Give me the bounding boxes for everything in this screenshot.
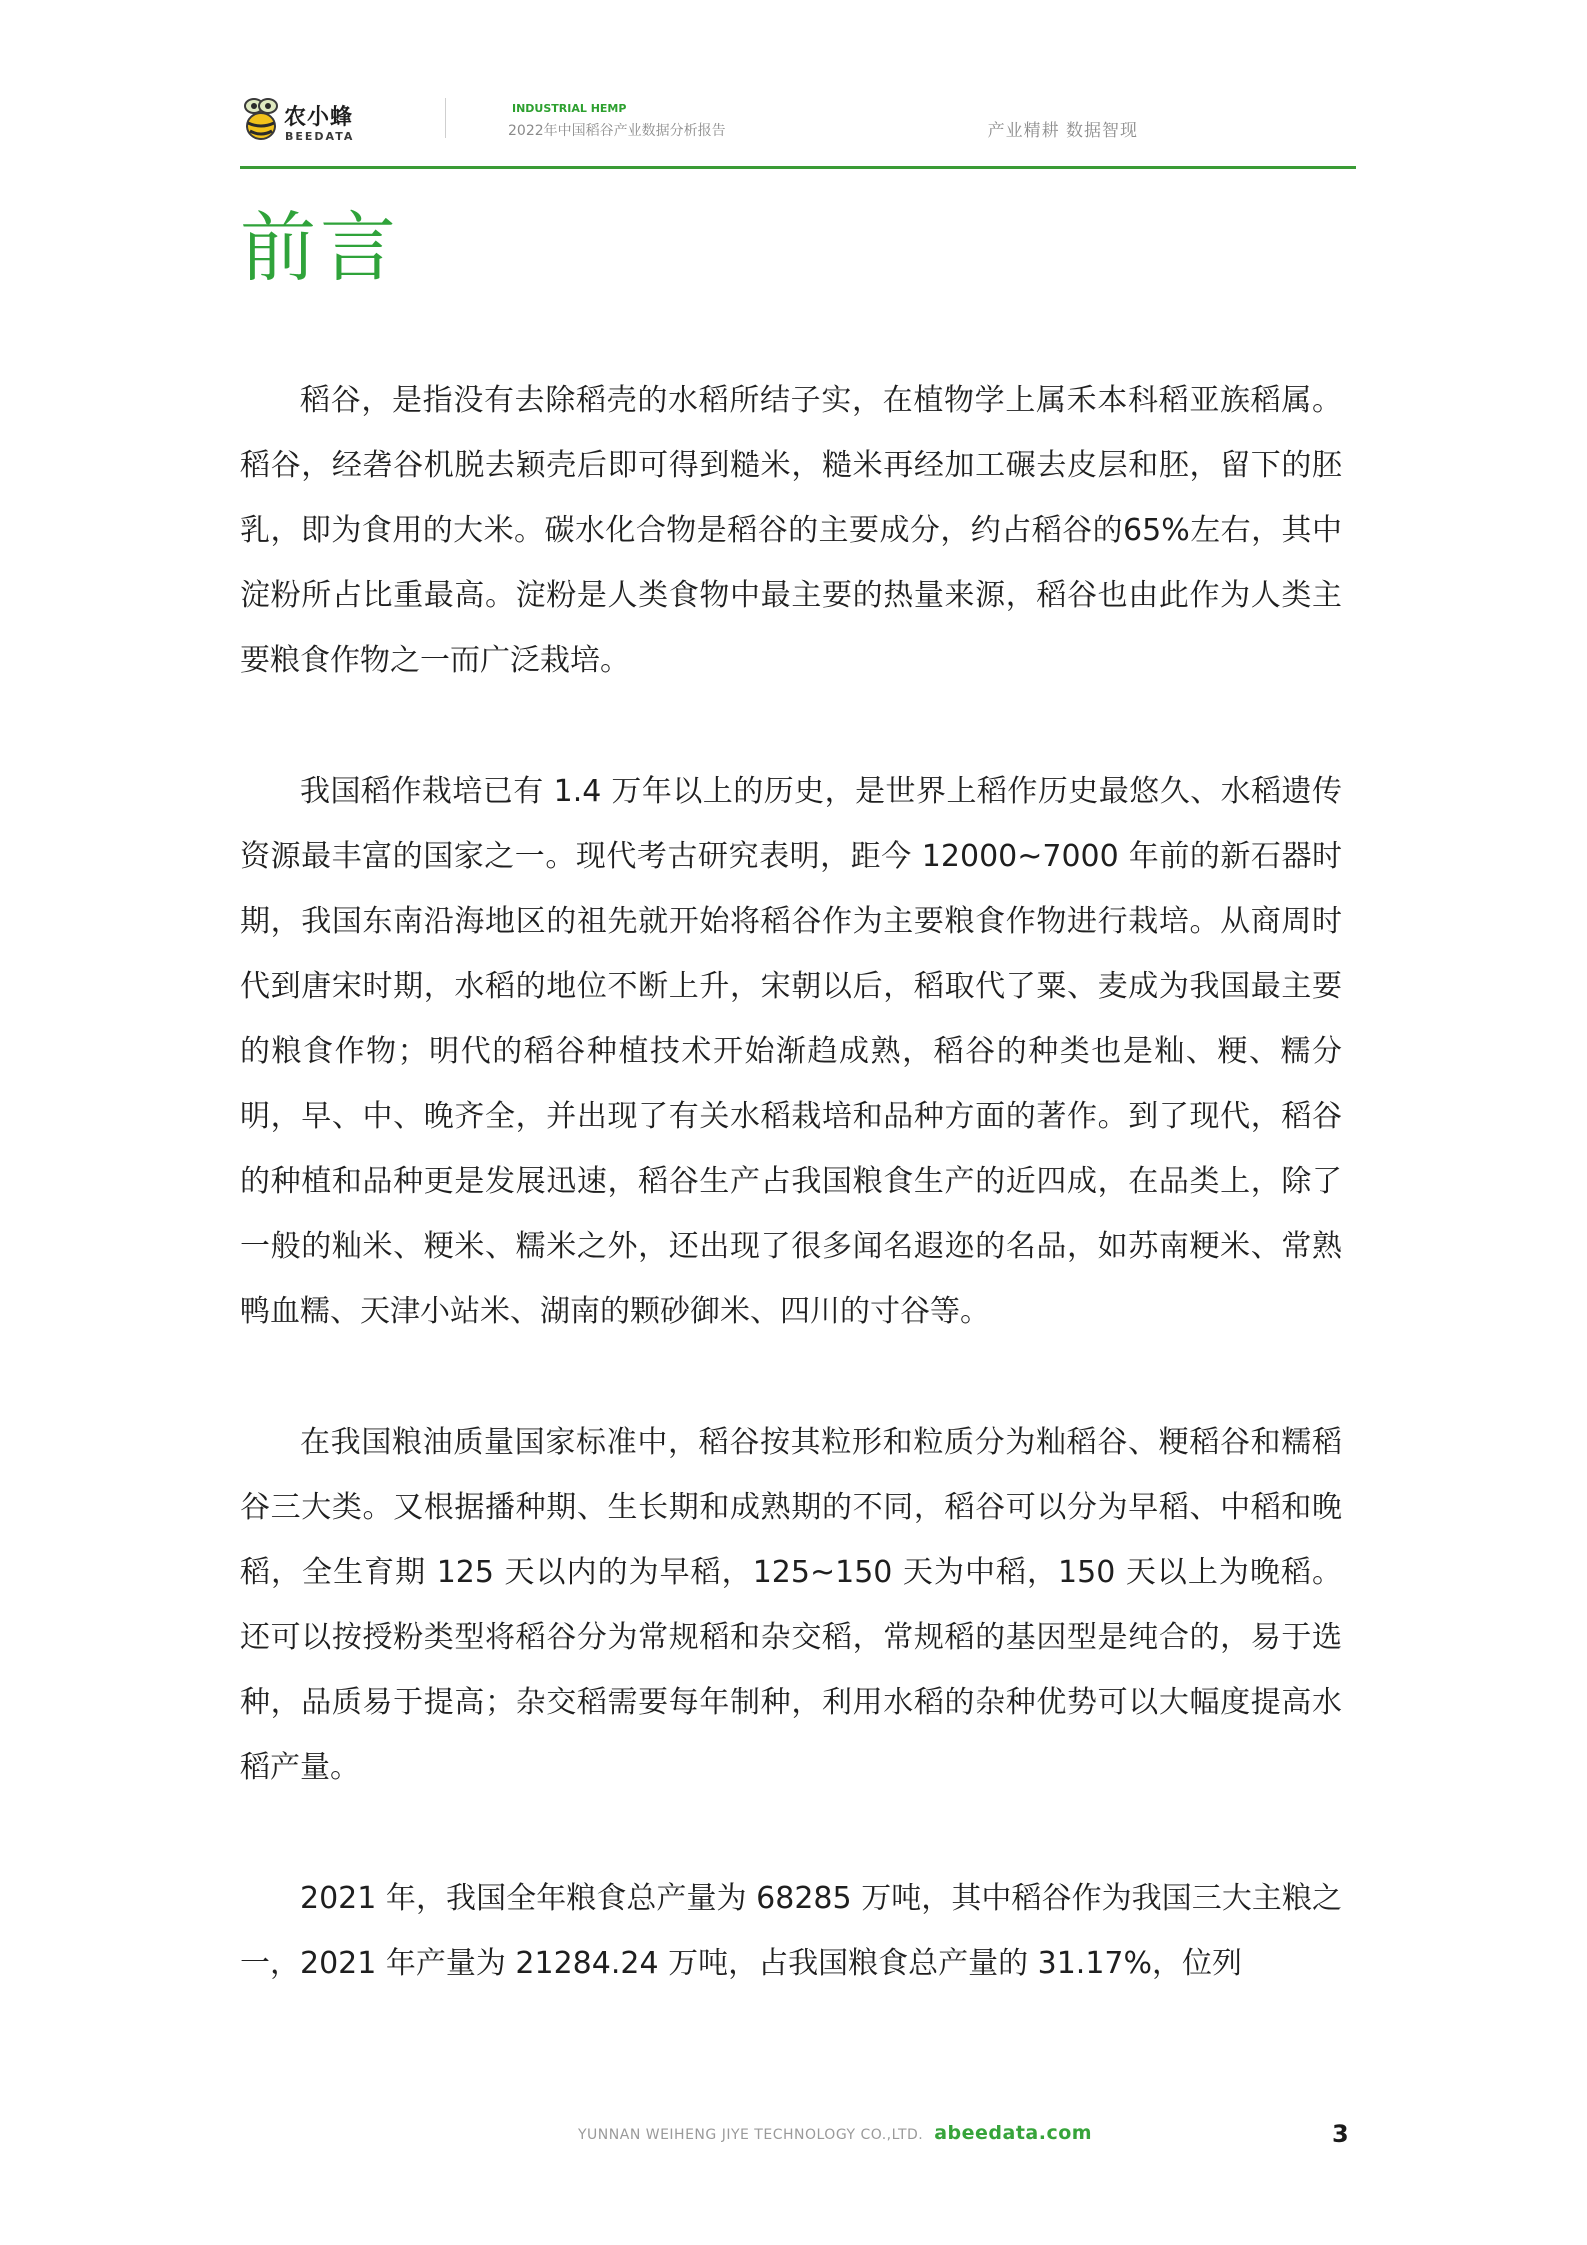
bee-logo-icon: [240, 96, 282, 142]
page-header: [240, 92, 1356, 170]
report-subtitle-cn: 2022年中国稻谷产业数据分析报告: [508, 123, 726, 139]
header-slogan: 产业精耕 数据智现: [987, 121, 1138, 141]
report-subtitle-en: INDUSTRIAL HEMP: [512, 102, 627, 115]
page-footer: [578, 2122, 1092, 2144]
brand-name-en: BEEDATA: [285, 130, 355, 143]
footer-website-link[interactable]: abeedata.com: [934, 2122, 1093, 2144]
page-title: 前言: [240, 203, 400, 292]
paragraph-1: 稻谷，是指没有去除稻壳的水稻所结子实，在植物学上属禾本科稻亚族稻属。稻谷，经砻谷机脱去颖壳后即可得到糙米，糙米再经加工碾去皮层和胚，留下的胚乳，即为食用的大米。碳水化合物是稻谷的主要成分，约占稻谷的65%左右，其中淀粉所占比重最高。淀粉是人类食物中最主要的热量来源，稻谷也由此作为人类主要粮食作物之一而广泛栽培。: [240, 383, 1342, 678]
header-rule: [240, 166, 1356, 169]
paragraph-3: 在我国粮油质量国家标准中，稻谷按其粒形和粒质分为籼稻谷、粳稻谷和糯稻谷三大类。又根据播种期、生长期和成熟期的不同，稻谷可以分为早稻、中稻和晚稻，全生育期 125 天以内的为早稻，125~150 天为中稻，150 天以上为晚稻。还可以按授粉类型将稻谷分为常规稻和杂交稻，常规稻的基因型是纯合的，易于选种，品质易于提高；杂交稻需要每年制种，利用水稻的杂种优势可以大幅度提高水稻产量。: [240, 1425, 1342, 1785]
brand-logo: [240, 96, 360, 152]
paragraph-2: 我国稻作栽培已有 1.4 万年以上的历史，是世界上稻作历史最悠久、水稻遗传资源最丰富的国家之一。现代考古研究表明，距今 12000~7000 年前的新石器时期，我国东南沿海地区的祖先就开始将稻谷作为主要粮食作物进行栽培。从商周时代到唐宋时期，水稻的地位不断上升，宋朝以后，稻取代了粟、麦成为我国最主要的粮食作物；明代的稻谷种植技术开始渐趋成熟，稻谷的种类也是籼、粳、糯分明，早、中、晚齐全，并出现了有关水稻栽培和品种方面的著作。到了现代，稻谷的种植和品种更是发展迅速，稻谷生产占我国粮食生产的近四成，在品类上，除了一般的籼米、粳米、糯米之外，还出现了很多闻名遐迩的名品，如苏南粳米、常熟鸭血糯、天津小站米、湖南的颗砂御米、四川的寸谷等。: [240, 774, 1342, 1329]
body-text: [240, 368, 1342, 2062]
footer-company: YUNNAN WEIHENG JIYE TECHNOLOGY CO.,LTD.: [578, 2127, 924, 2143]
page-number: 3: [1332, 2120, 1349, 2148]
header-divider: [445, 98, 446, 138]
paragraph-4: 2021 年，我国全年粮食总产量为 68285 万吨，其中稻谷作为我国三大主粮之一，2021 年产量为 21284.24 万吨，占我国粮食总产量的 31.17%，位列: [240, 1881, 1342, 1981]
brand-name-cn: 农小蜂: [284, 105, 354, 130]
